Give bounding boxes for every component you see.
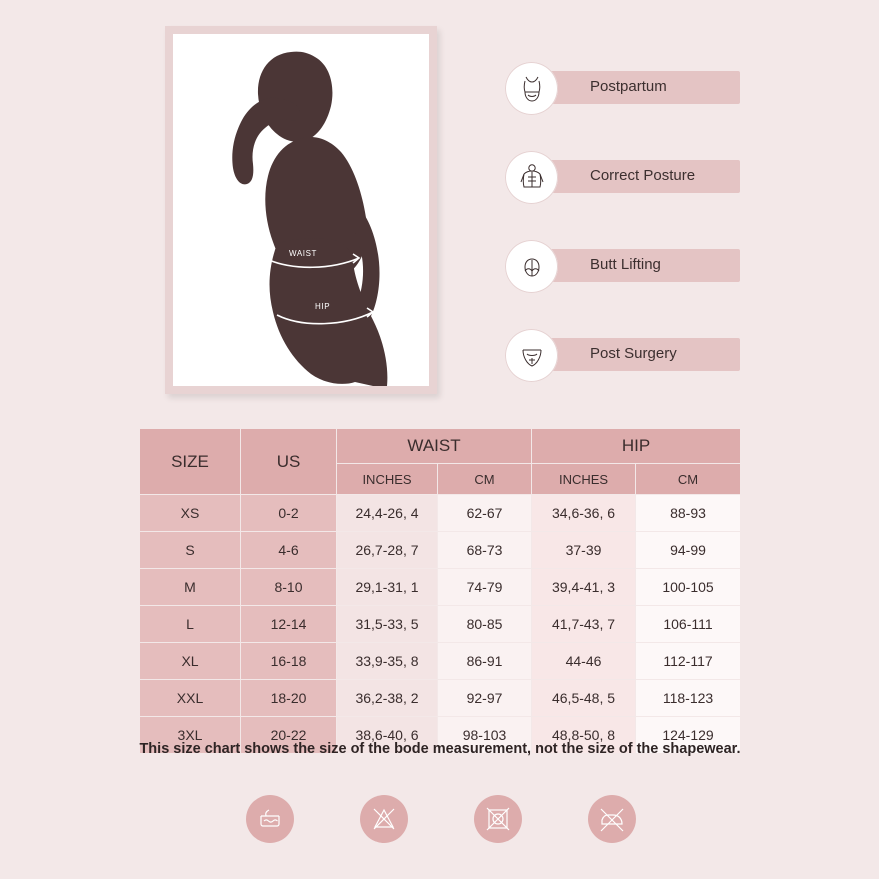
- cell-size: L: [140, 606, 241, 643]
- no-iron-icon: [588, 795, 636, 843]
- header-hip-cm: CM: [636, 464, 741, 495]
- feature-label: Butt Lifting: [590, 256, 661, 273]
- cell-us: 20-22: [241, 717, 337, 754]
- feature-label: Postpartum: [590, 78, 667, 95]
- cell-hip-cm: 124-129: [636, 717, 741, 754]
- table-row: [140, 532, 741, 569]
- cell-waist-cm: 86-91: [438, 643, 532, 680]
- header-size: SIZE: [140, 429, 241, 495]
- cell-hip-cm: 106-111: [636, 606, 741, 643]
- feature-item-correct-posture: [505, 151, 745, 204]
- header-hip: HIP: [532, 429, 741, 464]
- cell-waist-in: 33,9-35, 8: [337, 643, 438, 680]
- care-instructions: [246, 795, 636, 843]
- post-surgery-icon: [505, 329, 558, 382]
- cell-size: M: [140, 569, 241, 606]
- table-row: [140, 680, 741, 717]
- table-row: [140, 569, 741, 606]
- cell-size: XXL: [140, 680, 241, 717]
- table-row: [140, 643, 741, 680]
- cell-hip-cm: 112-117: [636, 643, 741, 680]
- header-waist-cm: CM: [438, 464, 532, 495]
- header-us: US: [241, 429, 337, 495]
- cell-waist-in: 29,1-31, 1: [337, 569, 438, 606]
- header-waist: WAIST: [337, 429, 532, 464]
- cell-size: XL: [140, 643, 241, 680]
- butt-lifting-icon: [505, 240, 558, 293]
- header-waist-inches: INCHES: [337, 464, 438, 495]
- cell-waist-in: 24,4-26, 4: [337, 495, 438, 532]
- footnote-text: This size chart shows the size of the bode measurement, not the size of the shapewear.: [139, 741, 741, 757]
- table-row: [140, 606, 741, 643]
- cell-size: S: [140, 532, 241, 569]
- waist-label: WAIST: [289, 249, 318, 258]
- cell-us: 18-20: [241, 680, 337, 717]
- no-bleach-icon: [360, 795, 408, 843]
- cell-us: 12-14: [241, 606, 337, 643]
- feature-item-butt-lifting: [505, 240, 745, 293]
- cell-hip-cm: 100-105: [636, 569, 741, 606]
- cell-size: XS: [140, 495, 241, 532]
- cell-hip-in: 34,6-36, 6: [532, 495, 636, 532]
- cell-hip-in: 37-39: [532, 532, 636, 569]
- cell-waist-cm: 80-85: [438, 606, 532, 643]
- cell-waist-in: 36,2-38, 2: [337, 680, 438, 717]
- cell-hip-in: 44-46: [532, 643, 636, 680]
- cell-hip-cm: 88-93: [636, 495, 741, 532]
- size-chart-table: [139, 428, 741, 754]
- cell-hip-in: 41,7-43, 7: [532, 606, 636, 643]
- cell-us: 16-18: [241, 643, 337, 680]
- cell-waist-in: 31,5-33, 5: [337, 606, 438, 643]
- cell-hip-in: 46,5-48, 5: [532, 680, 636, 717]
- cell-hip-cm: 94-99: [636, 532, 741, 569]
- postpartum-icon: [505, 62, 558, 115]
- cell-waist-cm: 98-103: [438, 717, 532, 754]
- hero-section: [0, 0, 879, 415]
- cell-hip-cm: 118-123: [636, 680, 741, 717]
- female-silhouette-icon: [173, 34, 429, 386]
- posture-icon: [505, 151, 558, 204]
- size-chart-table-wrap: [139, 428, 740, 754]
- cell-waist-cm: 62-67: [438, 495, 532, 532]
- no-tumble-dry-icon: [474, 795, 522, 843]
- model-photo: [173, 34, 429, 386]
- feature-list: [505, 62, 745, 418]
- cell-waist-in: 38,6-40, 6: [337, 717, 438, 754]
- cell-waist-cm: 74-79: [438, 569, 532, 606]
- cell-us: 8-10: [241, 569, 337, 606]
- cell-us: 4-6: [241, 532, 337, 569]
- hip-label: HIP: [315, 302, 331, 311]
- hand-wash-icon: [246, 795, 294, 843]
- cell-size: 3XL: [140, 717, 241, 754]
- cell-hip-in: 39,4-41, 3: [532, 569, 636, 606]
- cell-waist-cm: 92-97: [438, 680, 532, 717]
- model-photo-frame: [165, 26, 437, 394]
- header-hip-inches: INCHES: [532, 464, 636, 495]
- table-row: [140, 495, 741, 532]
- feature-item-post-surgery: [505, 329, 745, 382]
- cell-us: 0-2: [241, 495, 337, 532]
- feature-label: Correct Posture: [590, 167, 696, 184]
- feature-item-postpartum: [505, 62, 745, 115]
- cell-waist-cm: 68-73: [438, 532, 532, 569]
- cell-waist-in: 26,7-28, 7: [337, 532, 438, 569]
- feature-label: Post Surgery: [590, 345, 677, 362]
- cell-hip-in: 48,8-50, 8: [532, 717, 636, 754]
